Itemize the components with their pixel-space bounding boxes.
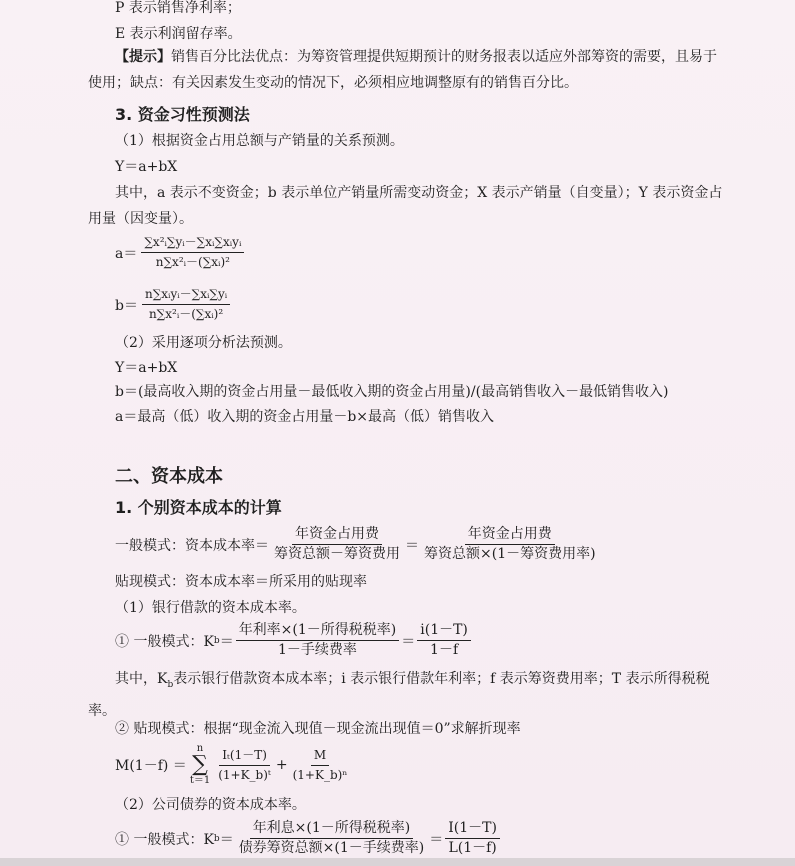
bond-equals-2: ＝ (429, 831, 444, 848)
bond-equals-1: ＝ (219, 831, 234, 848)
bond-general-sub: b (213, 833, 220, 844)
m-f2-denominator: (1+K_b)ⁿ (292, 767, 348, 782)
bank-general-sub: b (213, 635, 220, 646)
bank-where-sub: b (167, 679, 174, 690)
bottom-scroll-strip[interactable] (0, 858, 795, 866)
where-text-1: 其中，a 表示不变资金；b 表示单位产销量所需变动资金；X 表示产销量（自变量）；Y 表示资金占用量（因变量）。 (88, 185, 723, 227)
general-model-label: 一般模式：资本成本率＝ (115, 537, 269, 554)
bank-where-paragraph (88, 666, 728, 724)
bank-discount-model: ② 贴现模式：根据“现金流入现值－现金流出现值＝0”求解折现率 (115, 721, 521, 737)
bank-equals-1: ＝ (219, 633, 234, 650)
p-definition: P 表示销售净利率； (115, 0, 241, 16)
y-equation-2: Y＝a+bX (115, 360, 178, 376)
formula-a-numerator: ∑x²ᵢ∑yᵢ－∑xᵢ∑xᵢyᵢ (141, 234, 244, 253)
formula-a-fraction (141, 234, 244, 271)
bond-fraction-2 (445, 820, 500, 857)
formula-b (115, 286, 232, 323)
a-formula-text: a＝最高（低）收入期的资金占用量－b×最高（低）销售收入 (115, 409, 495, 425)
sum-upper: n (196, 743, 204, 754)
bank-general-formula (115, 622, 473, 659)
formula-b-fraction (142, 286, 230, 323)
bank-loan-item: （1）银行借款的资本成本率。 (115, 600, 306, 616)
bank-f1-numerator: 年利率×(1－所得税税率) (236, 622, 400, 641)
tip-paragraph (88, 44, 728, 96)
bond-general-label: ① 一般模式：K (115, 831, 214, 848)
m-formula (115, 744, 353, 786)
bank-where-rest: 表示银行借款资本成本率；i 表示银行借款年利率；f 表示筹资费用率；T 表示所得税税率。 (88, 671, 710, 719)
bond-f2-numerator: I(1－T) (445, 820, 500, 839)
bank-where-lead: 其中，K (115, 671, 168, 687)
bond-f1-denominator: 债券筹资总额×(1－手续费率) (238, 840, 425, 856)
m-plus: + (275, 757, 288, 773)
general-f1-denominator: 筹资总额－筹资费用 (274, 546, 400, 562)
general-f2-numerator: 年资金占用费 (465, 526, 555, 545)
bond-f2-denominator: L(1－f) (448, 840, 497, 856)
general-f2-denominator: 筹资总额×(1－筹资费用率) (424, 546, 596, 562)
bond-general-formula (115, 820, 502, 857)
m-fraction-2 (290, 747, 351, 784)
bank-f1-denominator: 1－手续费率 (278, 642, 357, 658)
bond-item: （2）公司债券的资本成本率。 (115, 797, 306, 813)
section-3-title: 3. 资金习性预测法 (115, 105, 250, 124)
formula-a-denominator: n∑x²ᵢ－(∑xᵢ)² (155, 255, 230, 269)
general-f1-numerator: 年资金占用费 (292, 526, 382, 545)
bank-general-label: ① 一般模式：K (115, 633, 214, 650)
formula-a-lhs: a＝ (115, 245, 138, 262)
b-formula-text: b＝(最高收入期的资金占用量－最低收入期的资金占用量)/(最高销售收入－最低销售收入) (115, 384, 669, 400)
where-paragraph-1 (88, 180, 728, 232)
bank-f2-numerator: i(1－T) (417, 622, 471, 641)
general-fraction-2 (421, 526, 599, 563)
section-1-title: 1. 个别资本成本的计算 (115, 498, 282, 517)
formula-b-denominator: n∑x²ᵢ－(∑xᵢ)² (148, 307, 224, 321)
formula-b-lhs: b＝ (115, 297, 138, 314)
item-2: （2）采用逐项分析法预测。 (115, 335, 292, 351)
part-2-title: 二、资本成本 (115, 466, 223, 487)
y-equation-1: Y＝a+bX (115, 159, 178, 175)
m-f1-denominator: (1+K_b)ᵗ (218, 767, 271, 782)
bond-f1-numerator: 年利息×(1－所得税税率) (250, 820, 414, 839)
general-model-formula (115, 526, 601, 563)
bank-f2-denominator: 1－f (430, 642, 459, 658)
bank-equals-2: ＝ (401, 633, 416, 650)
sum-lower: t＝1 (189, 775, 211, 786)
bond-fraction-1 (236, 820, 428, 857)
discount-model-line: 贴现模式：资本成本率＝所采用的贴现率 (115, 574, 367, 590)
summation-symbol (190, 744, 210, 786)
m-f2-numerator: M (311, 747, 329, 766)
general-equals: ＝ (405, 537, 419, 554)
formula-b-numerator: n∑xᵢyᵢ－∑xᵢ∑yᵢ (142, 286, 230, 305)
sigma-glyph: ∑ (192, 752, 208, 777)
formula-a (115, 234, 246, 271)
tip-label: 【提示】 (115, 49, 171, 65)
item-1: （1）根据资金占用总额与产销量的关系预测。 (115, 133, 404, 149)
bank-fraction-1 (236, 622, 400, 659)
e-definition: E 表示利润留存率。 (115, 26, 242, 42)
tip-text: 销售百分比法优点：为筹资管理提供短期预计的财务报表以适应外部筹资的需要，且易于使用；缺点：有关因素发生变动的情况下，必须相应地调整原有的销售百分比。 (88, 49, 717, 91)
general-fraction-1 (271, 526, 403, 563)
m-formula-lhs: M(1－f) ＝ (115, 758, 187, 774)
bank-fraction-2 (417, 622, 471, 659)
m-f1-numerator: Iₜ(1－T) (219, 747, 270, 766)
m-fraction-1 (215, 747, 274, 784)
